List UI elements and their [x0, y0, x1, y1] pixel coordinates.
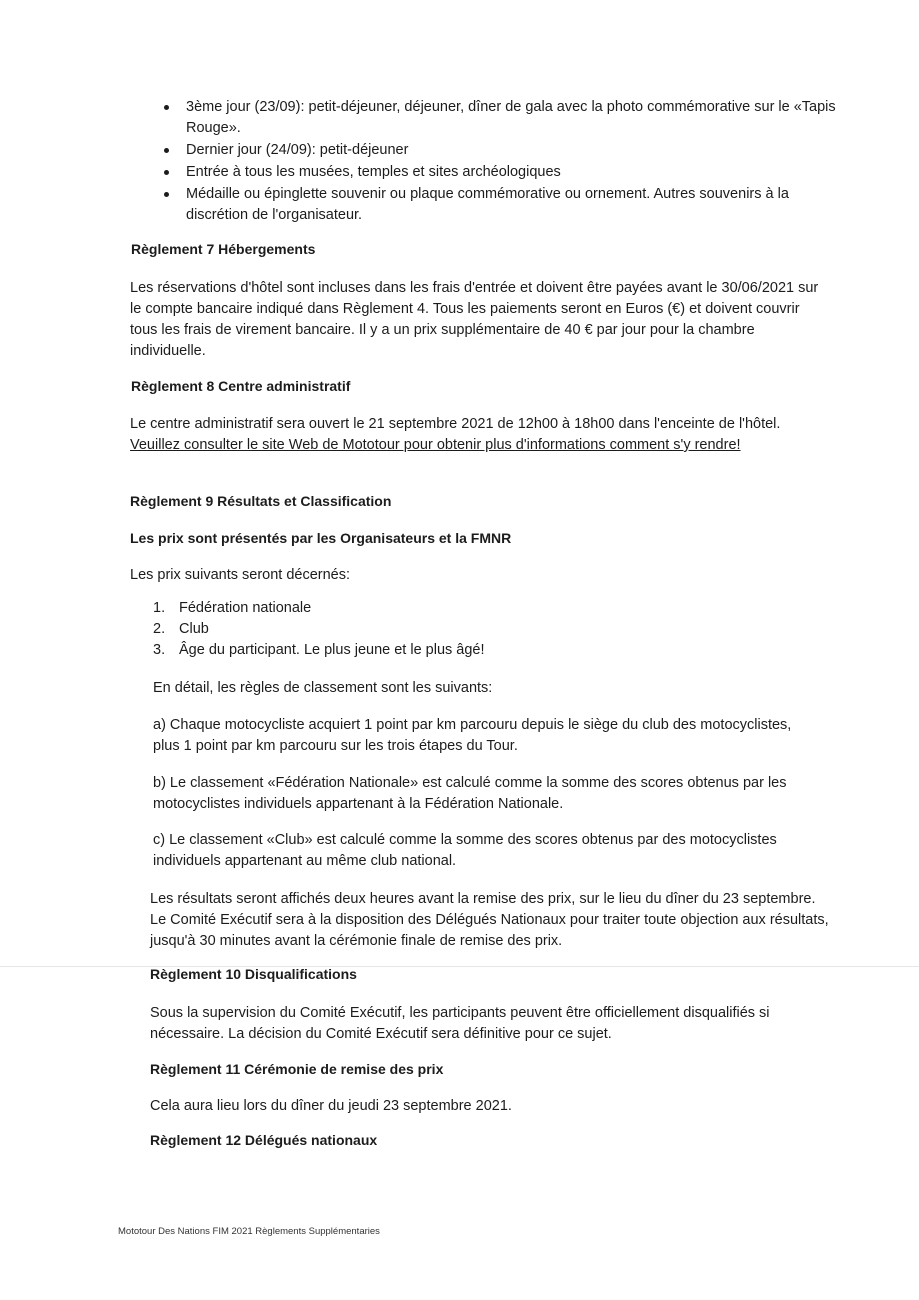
classification-rule-c: c) Le classement «Club» est calculé comme la somme des scores obtenus par des motocyclistes individuels appartenant au même club national.	[153, 832, 777, 869]
list-item: Entrée à tous les musées, temples et sites archéologiques	[162, 162, 852, 183]
list-item: 3. Âge du participant. Le plus jeune et le plus âgé!	[153, 642, 485, 658]
list-item: Médaille ou épinglette souvenir ou plaque commémorative ou ornement. Autres souvenirs à la discrétion de l'organisateur.	[162, 184, 852, 226]
list-item: 2. Club	[153, 621, 209, 637]
page-join-line	[0, 966, 919, 967]
prizes-intro: Les prix suivants seront décernés:	[130, 567, 351, 583]
section-heading-r8: Règlement 8 Centre administratif	[131, 378, 351, 394]
prizes-list	[153, 598, 753, 661]
section-heading-r10: Règlement 10 Disqualifications	[150, 966, 357, 982]
page-footer: Mototour Des Nations FIM 2021 Règlements Supplémentaries	[118, 1226, 380, 1237]
section-subheading-prizes: Les prix sont présentés par les Organisateurs et la FMNR	[130, 530, 512, 546]
section-body-r10: Sous la supervision du Comité Exécutif, les participants peuvent être officiellement disqualifiés si nécessaire. La décision du Comité Exécutif sera définitive pour ce sujet.	[150, 1005, 770, 1042]
inclusions-list	[162, 97, 852, 227]
mototour-website-link[interactable]: Veuillez consulter le site Web de Mototour pour obtenir plus d'informations comment s'y rendre!	[130, 437, 741, 453]
classification-rule-a: a) Chaque motocycliste acquiert 1 point par km parcouru depuis le siège du club des motocyclistes, plus 1 point par km parcouru sur les trois étapes du Tour.	[153, 717, 792, 754]
list-item: 3ème jour (23/09): petit-déjeuner, déjeuner, dîner de gala avec la photo commémorative sur le «Tapis Rouge».	[162, 97, 852, 139]
section-body-r8	[130, 414, 820, 456]
section-body-r7: Les réservations d'hôtel sont incluses dans les frais d'entrée et doivent être payées avant le 30/06/2021 sur le compte bancaire indiqué dans Règlement 4. Tous les paiements seront en Euros (€) et doivent couvrir tous les frais de virement bancaire. Il y a un prix supplémentaire de 40 € par jour pour la chambre individuelle.	[130, 280, 819, 359]
section-heading-r11: Règlement 11 Cérémonie de remise des prix	[150, 1061, 444, 1077]
section-body-r11: Cela aura lieu lors du dîner du jeudi 23 septembre 2021.	[150, 1098, 512, 1114]
admin-centre-text: Le centre administratif sera ouvert le 21 septembre 2021 de 12h00 à 18h00 dans l'enceinte de l'hôtel.	[130, 416, 781, 432]
classification-intro: En détail, les règles de classement sont les suivants:	[153, 680, 493, 696]
section-heading-r12: Règlement 12 Délégués nationaux	[150, 1132, 378, 1148]
list-item: 1. Fédération nationale	[153, 600, 312, 616]
section-heading-r7: Règlement 7 Hébergements	[131, 241, 316, 257]
classification-rule-b: b) Le classement «Fédération Nationale» est calculé comme la somme des scores obtenus par les motocyclistes individuels appartenant à la Fédération Nationale.	[153, 775, 787, 812]
list-item: Dernier jour (24/09): petit-déjeuner	[162, 140, 852, 161]
section-heading-r9: Règlement 9 Résultats et Classification	[130, 493, 392, 509]
results-paragraph: Les résultats seront affichés deux heures avant la remise des prix, sur le lieu du dîner du 23 septembre. Le Comité Exécutif sera à la disposition des Délégués Nationaux pour traiter toute objection aux résultats, jusqu'à 30 minutes avant la cérémonie finale de remise des prix.	[150, 891, 829, 949]
